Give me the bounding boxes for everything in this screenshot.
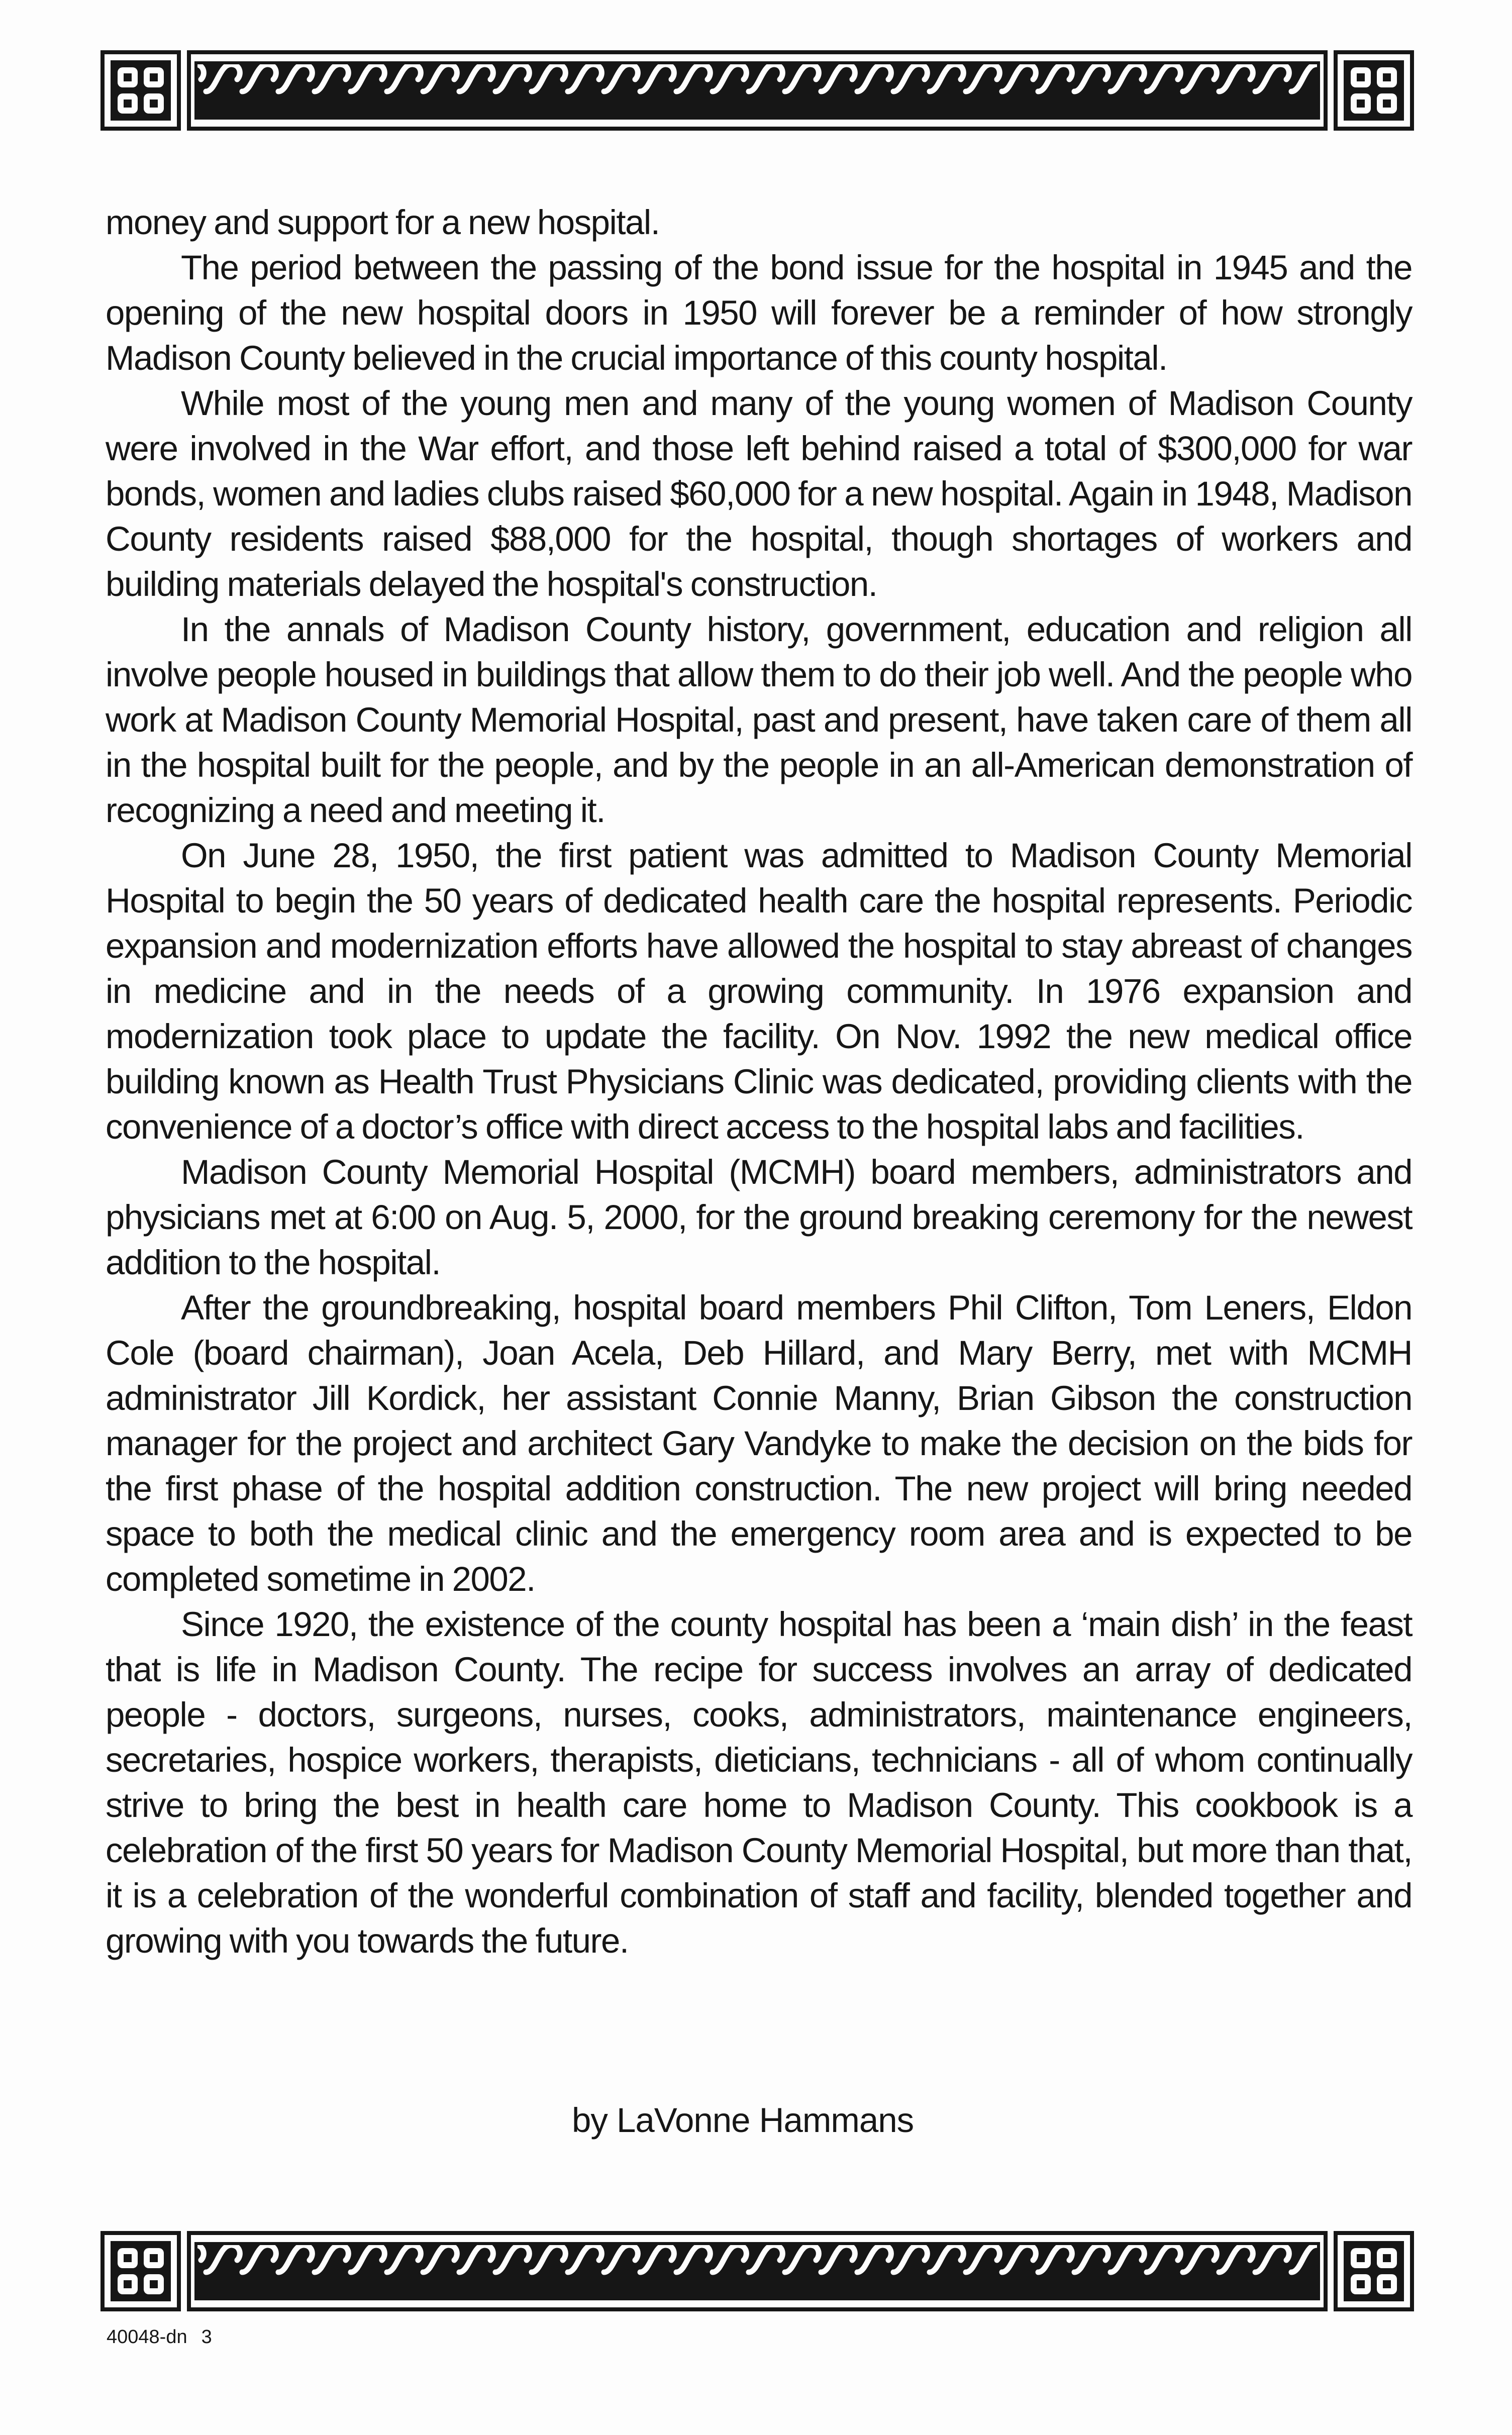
braided-chain-border-icon [100,50,1414,131]
paragraph: Madison County Memorial Hospital (MCMH) board members, administrators and physicians met at 6:00 on Aug. 5, 2000, for the ground breaking ceremony for the newest addition to the hospital. [106,1153,1412,1282]
paragraph: In the annals of Madison County history, government, education and religion all involve people housed in buildings that allow them to do their job well. And the people who work at Madison County Memorial Hospital, past and present, have taken care of them all in the hospital built for the people, and by the people in an all-American demonstration of recognizing a need and meeting it. [106,610,1412,830]
bottom-decorative-border [100,2231,1414,2311]
footer-code: 40048-dn [107,2326,187,2348]
paragraph: Since 1920, the existence of the county hospital has been a ‘main dish’ in the feast that is life in Madison County. The recipe for success involves an array of dedicated people - doctors, surgeons, nurses, cooks, administrators, maintenance engineers, secretaries, hospice workers, therapists, dieticians, technicians - all of whom continually strive to bring the best in health care home to Madison County. This cookbook is a celebration of the first 50 years for Madison County Memorial Hospital, but more than that, it is a celebration of the wonderful combination of staff and facility, blended together and growing with you towards the future. [106,1605,1412,1960]
paragraph: money and support for a new hospital. [106,203,660,242]
paragraph: The period between the passing of the bond issue for the hospital in 1945 and the opening of the new hospital doors in 1950 will forever be a reminder of how strongly Madison County believed in the crucial importance of this county hospital. [106,248,1412,377]
top-decorative-border [100,50,1414,131]
paragraph: After the groundbreaking, hospital board members Phil Clifton, Tom Leners, Eldon Cole (board chairman), Joan Acela, Deb Hillard, and Mary Berry, met with MCMH administrator Jill Kordick, her assistant Connie Manny, Brian Gibson the construction manager for the project and architect Gary Vandyke to make the decision on the bids for the first phase of the hospital addition construction. The new project will bring needed space to both the medical clinic and the emergency room area and is expected to be completed sometime in 2002. [106,1288,1412,1598]
article-body [106,200,1412,1964]
byline: by LaVonne Hammans [572,2101,914,2140]
braided-chain-border-icon [100,2231,1414,2311]
paragraph: On June 28, 1950, the first patient was admitted to Madison County Memorial Hospital to begin the 50 years of dedicated health care the hospital represents. Periodic expansion and modernization efforts have allowed the hospital to stay abreast of changes in medicine and in the needs of a growing community. In 1976 expansion and modernization took place to update the facility. On Nov. 1992 the new medical office building known as Health Trust Physicians Clinic was dedicated, providing clients with the convenience of a doctor’s office with direct access to the hospital labs and facilities. [106,836,1412,1146]
paragraph: While most of the young men and many of the young women of Madison County were involved in the War effort, and those left behind raised a total of $300,000 for war bonds, women and ladies clubs raised $60,000 for a new hospital. Again in 1948, Madison County residents raised $88,000 for the hospital, though shortages of workers and building materials delayed the hospital's construction. [106,384,1412,603]
page-number: 3 [201,2326,212,2348]
page-footer [107,2326,212,2348]
